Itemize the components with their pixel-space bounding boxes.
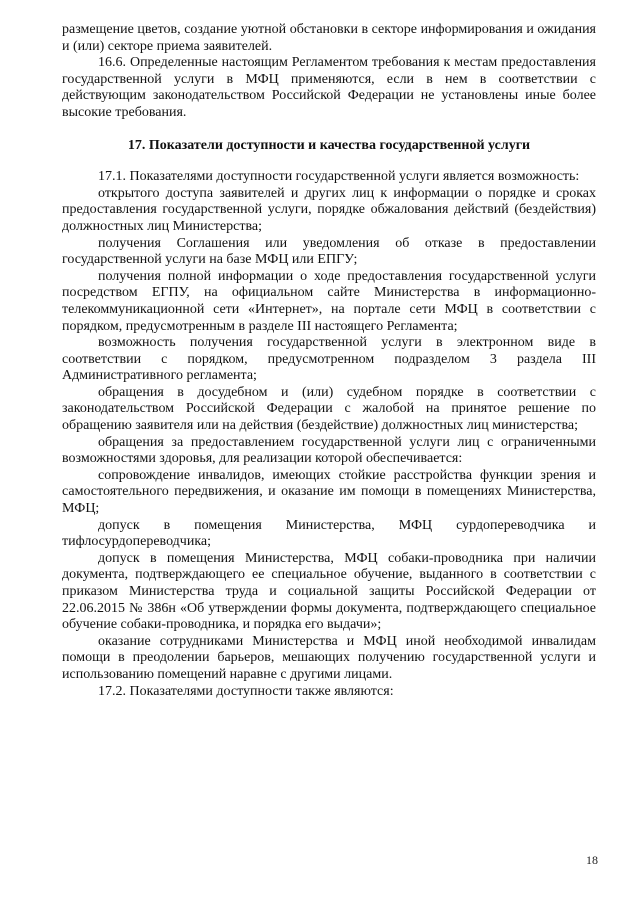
paragraph: открытого доступа заявителей и других лиц к информации о порядке и сроках предоставления государственной услуги, порядке обжалования действий (бездействия) должностных лиц Министерства; — [62, 185, 596, 234]
paragraph: допуск в помещения Министерства, МФЦ собаки-проводника при наличии документа, подтверждающего ее специальное обучение, выданного в соответствии с приказом Министерства труда и социальной защиты Российской Федерации от 22.06.2015 № 386н «Об утверждении формы документа, подтверждающего специальное обучение собаки-проводника, и порядка его выдачи»; — [62, 550, 596, 633]
paragraph: допуск в помещения Министерства, МФЦ сурдопереводчика и тифлосурдопереводчика; — [62, 517, 596, 550]
paragraph-16-6: 16.6. Определенные настоящим Регламентом требования к местам предоставления государственной услуги в МФЦ применяются, если в нем в соответствии с действующим законодательством Российской Федерации не установлены иные более высокие требования. — [62, 55, 596, 120]
section-heading: 17. Показатели доступности и качества государственной услуги — [127, 137, 531, 153]
paragraph: обращения за предоставлением государственной услуги лиц с ограниченными возможностями здоровья, для реализации которой обеспечивается: — [62, 434, 596, 467]
paragraph: получения полной информации о ходе предоставления государственной услуги посредством ЕГПУ, на официальном сайте Министерства в информационно-телекоммуникационной сети «Интернет», на портале сети МФЦ в соответствии с порядком, предусмотренным в разделе III настоящего Регламента; — [62, 268, 596, 334]
paragraph-17-2: 17.2. Показателями доступности также являются: — [98, 683, 394, 699]
paragraph: возможность получения государственной услуги в электронном виде в соответствии с порядком, предусмотренном подразделом 3 раздела III Административного регламента; — [62, 335, 596, 384]
paragraph: обращения в досудебном и (или) судебном порядке в соответствии с законодательством Российской Федерации с жалобой на принятое решение по обращению заявителя или на действия (бездействие) должностных лиц министерства; — [62, 384, 596, 434]
paragraph: получения Соглашения или уведомления об отказе в предоставлении государственной услуги на базе МФЦ или ЕПГУ; — [62, 235, 596, 268]
paragraph-17-1: 17.1. Показателями доступности государственной услуги является возможность: — [98, 169, 580, 185]
page-content — [62, 22, 596, 700]
paragraph: сопровождение инвалидов, имеющих стойкие расстройства функции зрения и самостоятельного передвижения, и оказание им помощи в помещениях Министерства, МФЦ; — [62, 467, 596, 517]
paragraph: оказание сотрудниками Министерства и МФЦ иной необходимой инвалидам помощи в преодолении барьеров, мешающих получению государственной услуги и использованию помещений наравне с другими лицами. — [62, 633, 596, 682]
page-number: 18 — [586, 853, 598, 867]
paragraph-continuation: размещение цветов, создание уютной обстановки в секторе информирования и ожидания и (или) секторе приема заявителей. — [62, 22, 596, 54]
